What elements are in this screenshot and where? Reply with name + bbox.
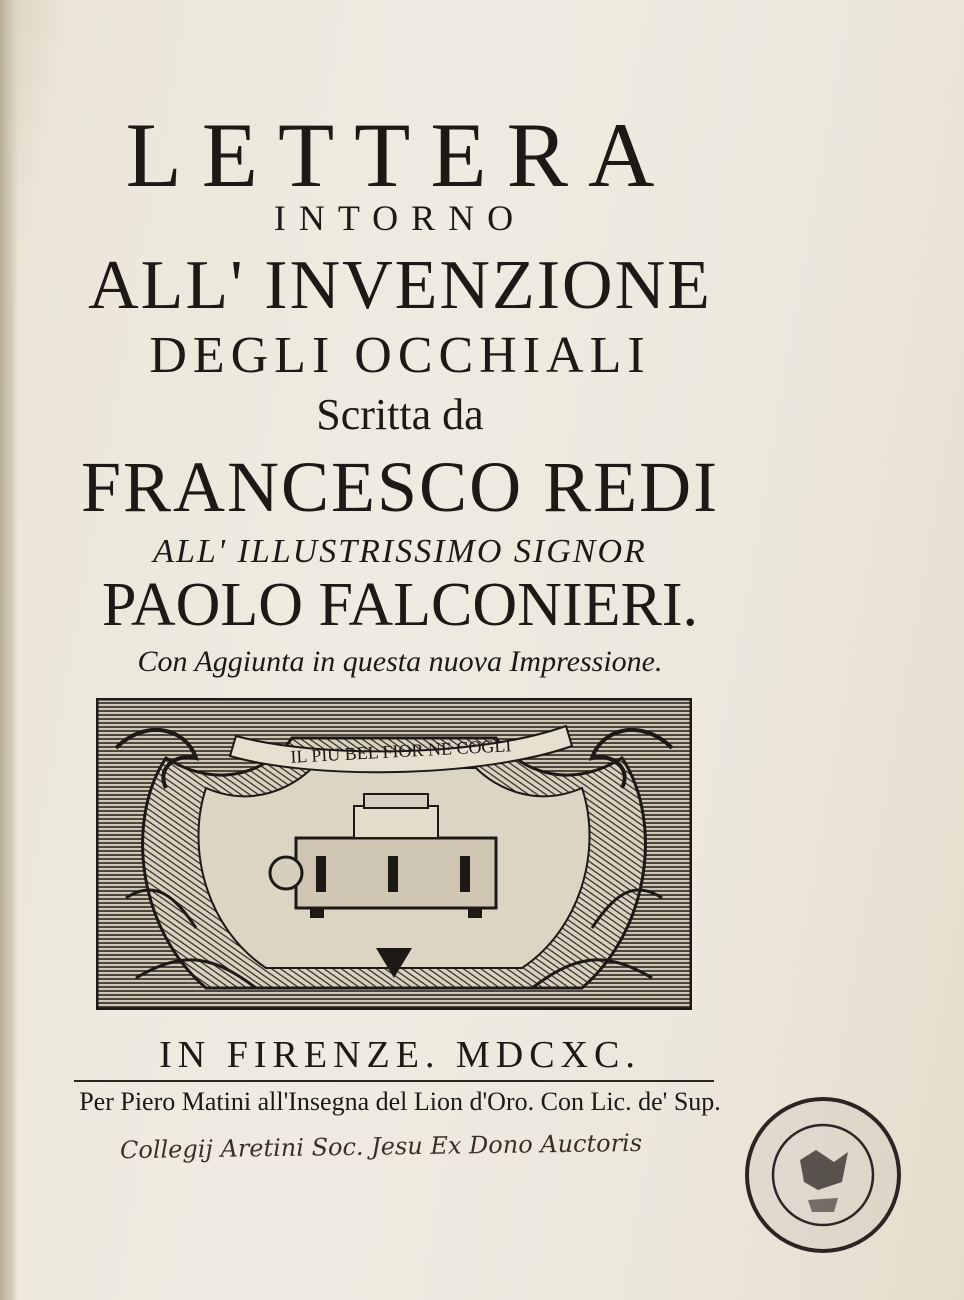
title-scritta-da: Scritta da bbox=[316, 390, 484, 439]
author-name: FRANCESCO REDI bbox=[80, 447, 720, 527]
imprint-printer: Per Piero Matini all'Insegna del Lion d'Oro. Con Lic. de' Sup. bbox=[79, 1087, 721, 1116]
title-intorno: INTORNO bbox=[273, 198, 527, 238]
dedication-line: ALL' ILLUSTRISSIMO SIGNOR bbox=[153, 533, 647, 570]
provenance-inscription: Collegij Aretini Soc. Jesu Ex Dono Auctoris bbox=[119, 1128, 643, 1165]
title-occhiali: DEGLI OCCHIALI bbox=[149, 327, 651, 384]
dedicatee-name: PAOLO FALCONIERI. bbox=[102, 571, 698, 639]
library-stamp bbox=[738, 1090, 908, 1260]
library-stamp-seal bbox=[738, 1090, 908, 1260]
printer-device-woodcut bbox=[96, 698, 692, 1010]
imprint-rule bbox=[74, 1080, 714, 1082]
imprint-place-date: IN FIRENZE. MDCXC. bbox=[159, 1034, 641, 1076]
title-invenzione: ALL' INVENZIONE bbox=[88, 247, 712, 324]
title-lettera: LETTERA bbox=[125, 104, 675, 206]
woodcut-motto: IL PIU BEL FIOR NE COGLI bbox=[289, 735, 512, 767]
woodcut-illustration bbox=[96, 698, 692, 1010]
edition-note: Con Aggiunta in questa nuova Impressione. bbox=[137, 645, 663, 678]
